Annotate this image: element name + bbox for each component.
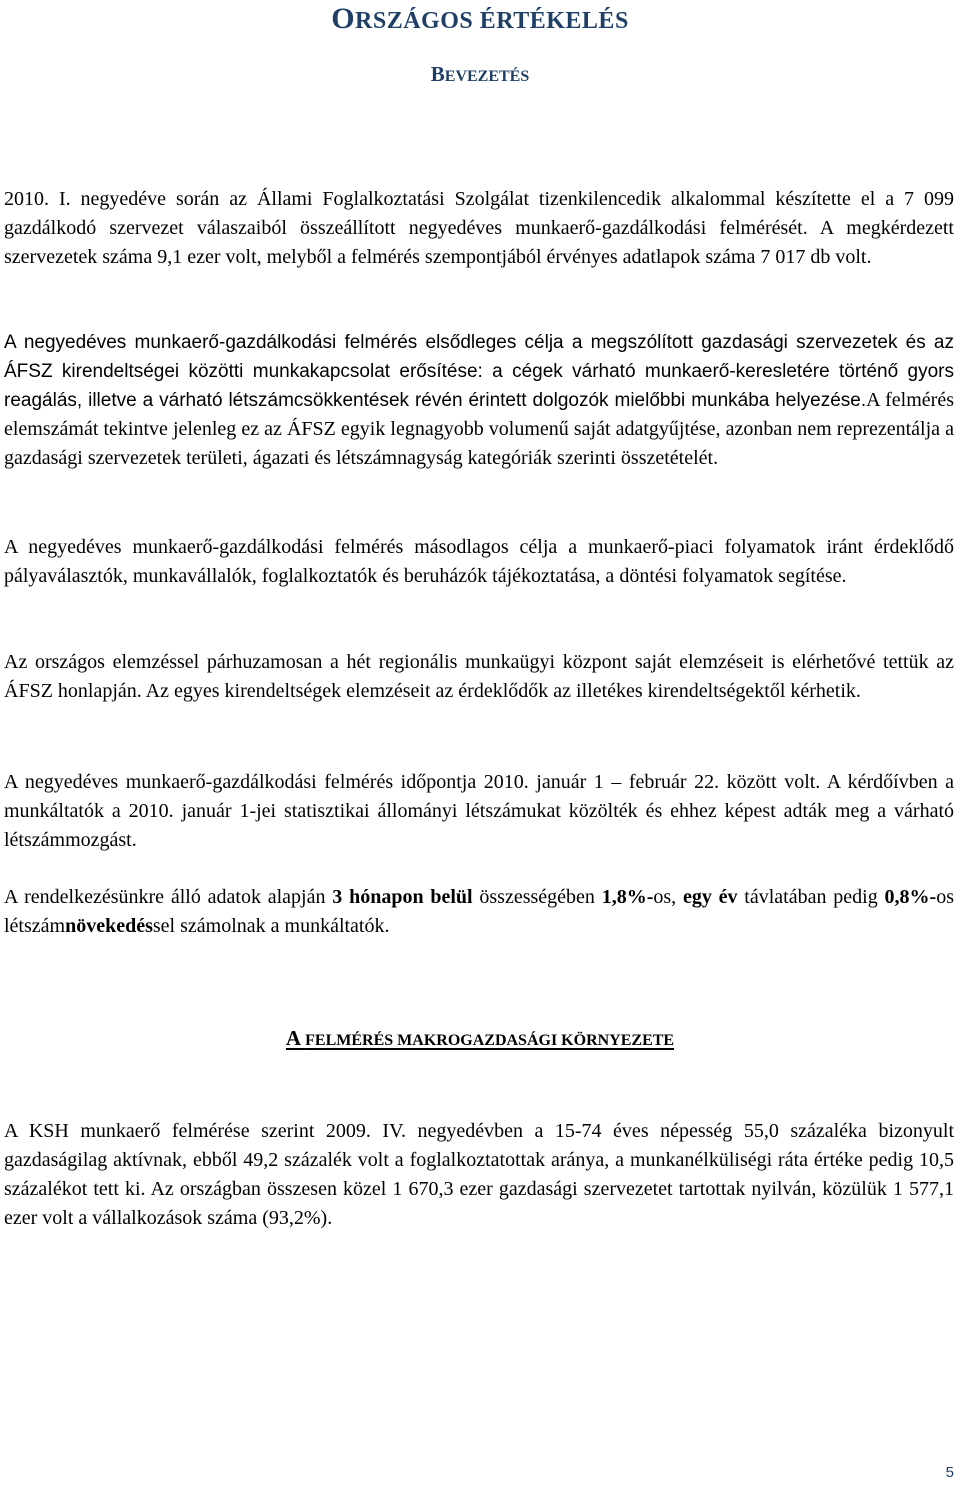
page-subtitle (0, 62, 960, 87)
forecast-text-6: sel számolnak a munkáltatók. (152, 915, 390, 937)
subtitle-initial: B (430, 62, 445, 86)
paragraph-survey-timing: A negyedéves munkaerő-gazdálkodási felmérés időpontja 2010. január 1 – február 22. között volt. A kérdőívben a munkáltatók a 2010. január 1-jei statisztikai állományi létszámukat közölték és ehhez képest adták meg a várható létszámmozgást. (4, 771, 954, 851)
section-heading-macroeconomic (0, 1026, 960, 1051)
paragraph-regional-analyses: Az országos elemzéssel párhuzamosan a hét regionális munkaügyi központ saját elemzéseit is elérhetővé tettük az ÁFSZ honlapján. Az egyes kirendeltségek elemzéseit az érdeklődők az illetékes kirendeltségektől kérhetik. (4, 651, 954, 702)
forecast-text-4: távlatában pedig (737, 886, 885, 908)
primary-goal-text: A negyedéves munkaerő-gazdálkodási felmérés elsődleges célja a megszólított gazdasági szervezetek és az ÁFSZ kirendeltségei közötti munkakapcsolat erősítése: a cégek várható munkaerő-keresletére történő gyors reagálás, illetve a várható létszámcsökkentések révén érintett dolgozók mielőbbi munkába helyezése. (4, 332, 954, 411)
paragraph-ksh-survey: A KSH munkaerő felmérése szerint 2009. IV. negyedévben a 15-74 éves népesség 55,0 százaléka bizonyult gazdaságilag aktívnak, ebből 49,2 százalék volt a foglalkoztatottak aránya, a munkanélküliségi ráta értéke pedig 10,5 százalékot tett ki. Az országban összesen közel 1 670,3 ezer gazdasági szervezetet tartottak nyilván, közülük 1 577,1 ezer volt a vállalkozások száma (93,2%). (4, 1120, 954, 1229)
title-rest: RSZÁGOS ÉRTÉKELÉS (355, 8, 629, 34)
forecast-bold-1-8-percent: 1,8%- (601, 886, 654, 908)
forecast-text-2: összességében (472, 886, 602, 908)
title-initial: O (331, 2, 356, 35)
survey-scope-text: A felmérés elemszámát tekintve jelenleg ez az ÁFSZ egyik legnagyobb volumenű saját adatgyűjtése, azonban nem reprezentálja a gazdasági szervezetek területi, ágazati és létszámnagyság kategóriák szerinti összetételét. (4, 389, 954, 469)
paragraph-intro: 2010. I. negyedéve során az Állami Foglalkoztatási Szolgálat tizenkilencedik alkalommal készítette el a 7 099 gazdálkodó szervezet válaszaiból összeállított negyedéves munkaerő-gazdálkodási felmérését. A megkérdezett szervezetek száma 9,1 ezer volt, melyből a felmérés szempontjából érvényes adatlapok száma 7 017 db volt. (4, 188, 954, 268)
forecast-text-3: os, (653, 886, 683, 908)
paragraph-secondary-goal: A negyedéves munkaerő-gazdálkodási felmérés másodlagos célja a munkaerő-piaci folyamatok iránt érdeklődő pályaválasztók, munkavállalók, foglalkoztatók és beruházók tájékoztatása, a döntési folyamatok segítése. (4, 536, 954, 587)
page-title (0, 2, 960, 36)
forecast-bold-one-year: egy év (682, 886, 738, 908)
forecast-bold-3-months: 3 hónapon belül (332, 886, 473, 908)
forecast-text-1: A rendelkezésünkre álló adatok alapján (4, 886, 333, 908)
forecast-bold-0-8-percent: 0,8%- (884, 886, 937, 908)
section-heading-initial: A (285, 1026, 306, 1050)
forecast-bold-growth: növekedés (65, 915, 153, 937)
paragraph-forecast-summary (4, 883, 954, 941)
page-number: 5 (945, 1464, 954, 1481)
section-heading-rest: FELMÉRÉS MAKROGAZDASÁGI KÖRNYEZETE (305, 1032, 675, 1049)
paragraph-primary-goal (4, 328, 954, 473)
forecast-text-5: os létszám (4, 886, 954, 937)
subtitle-rest: EVEZETÉS (444, 68, 530, 85)
